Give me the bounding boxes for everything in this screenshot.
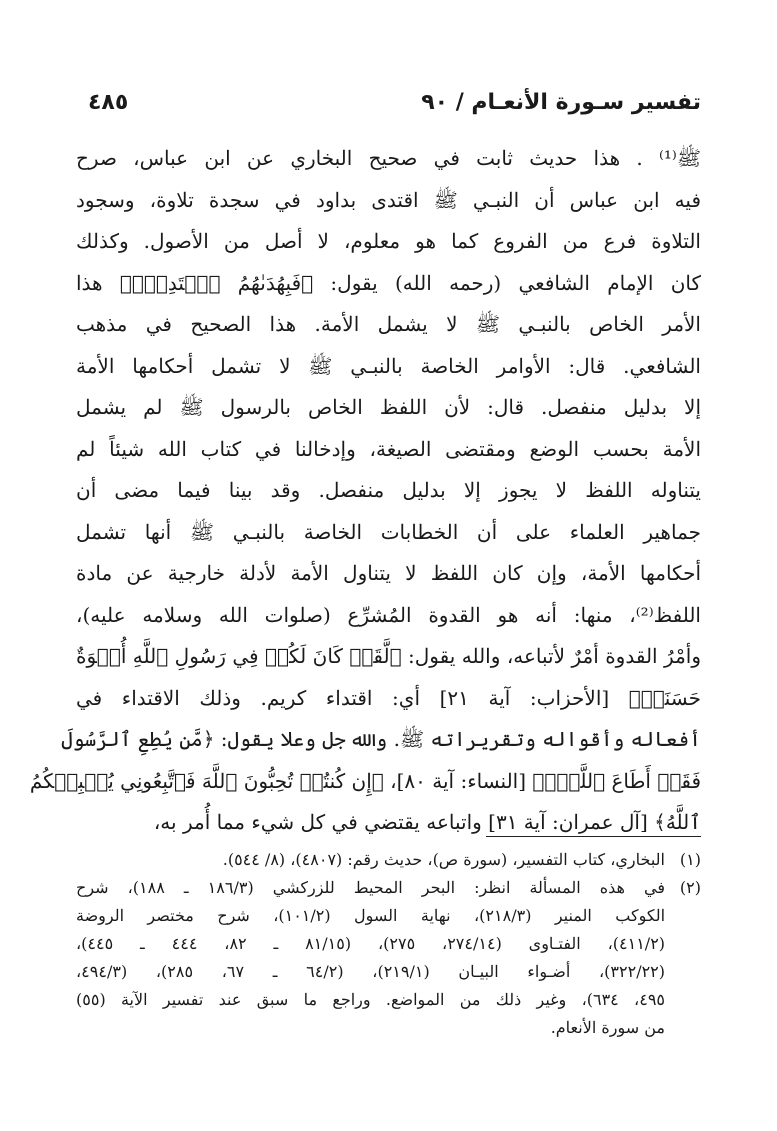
text-line: التلاوة فرع من الفروع كما هو معلوم، لا أصل من الأصول. وكذلك [76,229,701,253]
text-line: إلا بدليل منفصل. قال: لأن اللفظ الخاص بالرسول ﷺ لم يشمل [76,395,701,419]
text-line: حَسَنَةٞ﴾ [الأحزاب: آية ٢١] أي: اقتداء كريم. وذلك الاقتداء في [76,685,702,710]
footnote-text [76,874,665,1042]
main-text [29,138,702,844]
text-line: أفعاله وأقواله وتقريراته ﷺ. والله جل وعلا يقول: ﴿مَّن يُطِعِ ٱلرَّسُولَ [61,727,701,751]
running-title: تفسير سـورة الأنعـام / ٩٠ [421,90,701,115]
text-line: كان الإمام الشافعي (رحمه الله) يقول: ﴿فَبِهُدَىٰهُمُ ٱقۡتَدِهۡۗ﴾ هذا [76,270,701,295]
footnote-line: ٤٩٥، ٦٣٤)، وغير ذلك من المواضع. وراجع ما سبق عند تفسير الآية (٥٥) [76,990,666,1009]
text-line: ٱللَّهُ﴾ [آل عمران: آية ٣١] واتباعه يقتضي في كل شيء مما أُمر به، [153,810,701,834]
text-line: فيه ابن عباس أن النبـي ﷺ اقتدى بداود في سجدة تلاوة، وسجود [76,187,701,212]
text-line: الشافعي. قال: الأوامر الخاصة بالنبـي ﷺ لا تشمل أحكامها الأمة [76,353,701,378]
text-line: أحكامها الأمة، وإن كان اللفظ لا يتناول الأمة لأدلة خارجية عن مادة [76,561,701,585]
text-line: الأمة بحسب الوضع ومقتضى الصيغة، وإدخالنا في كتاب الله شيئاً لم [76,436,701,461]
text-line: الأمر الخاص بالنبـي ﷺ لا يشمل الأمة. هذا الصحيح في مذهب [76,312,701,336]
footnote-line: في هذه المسألة انظر: البحر المحيط للزركشي (١٨٦/٣ ـ ١٨٨)، شرح [76,878,665,897]
footnote [76,874,701,1042]
text-line: ﷺ⁽¹⁾ . هذا حديث ثابت في صحيح البخاري عن ابن عباس، صرح [76,146,701,170]
text-line: وأمْرُ القدوة أمْرٌ لأتباعه، والله يقول: ﴿لَّقَدۡ كَانَ لَكُمۡ فِي رَسُولِ ٱللَّهِ أُسۡوَةٌ [76,644,701,668]
footnote-text [76,846,665,874]
footnote-line: الكوكب المنير (٢١٨/٣)، نهاية السول (١٠١/٢)، شرح مختصر الروضة [76,906,666,925]
footnote-line: (٣٢٢/٢٢)، أضـواء البيـان (٢١٩/١)، (٦٤/٢ ـ ٦٧، ٢٨٥)، (٤٩٤/٣، [76,962,666,981]
footnote-separator [486,836,701,837]
footnote-number: (١) [679,850,701,869]
footnote-number: (٢) [679,878,701,897]
footnote-line: (٤١١/٢)، الفتـاوى (٢٧٤/١٤، ٢٧٥)، (٨١/١٥ ـ ٨٢، ٤٤٤ ـ ٤٤٥)، [76,934,666,953]
text-line: جماهير العلماء على أن الخطابات الخاصة بالنبـي ﷺ أنها تشمل [76,519,701,544]
text-line: فَقَدۡ أَطَاعَ ٱللَّهَۖ﴾ [النساء: آية ٨٠]، ﴿إِن كُنتُمۡ تُحِبُّونَ ٱللَّهَ فَٱتَّبِعُونِي يُحۡبِبۡكُمُ [29,768,701,793]
footnote-line: البخاري، كتاب التفسير، (سورة ص)، حديث رقم: (٤٨٠٧)، (٨/ ٥٤٤). [222,850,665,869]
page-number: ٤٨٥ [88,90,129,115]
page-header [88,84,701,118]
text-line: يتناوله اللفظ لا يجوز إلا بدليل منفصل. وقد بينا فيما مضى أن [76,478,701,502]
footnote [76,846,701,874]
text-line: اللفظ⁽²⁾، منها: أنه هو القدوة المُشرِّع (صلوات الله وسلامه عليه)، [76,602,701,627]
footnote-line: من سورة الأنعام. [550,1018,665,1037]
footnotes [76,846,701,1042]
